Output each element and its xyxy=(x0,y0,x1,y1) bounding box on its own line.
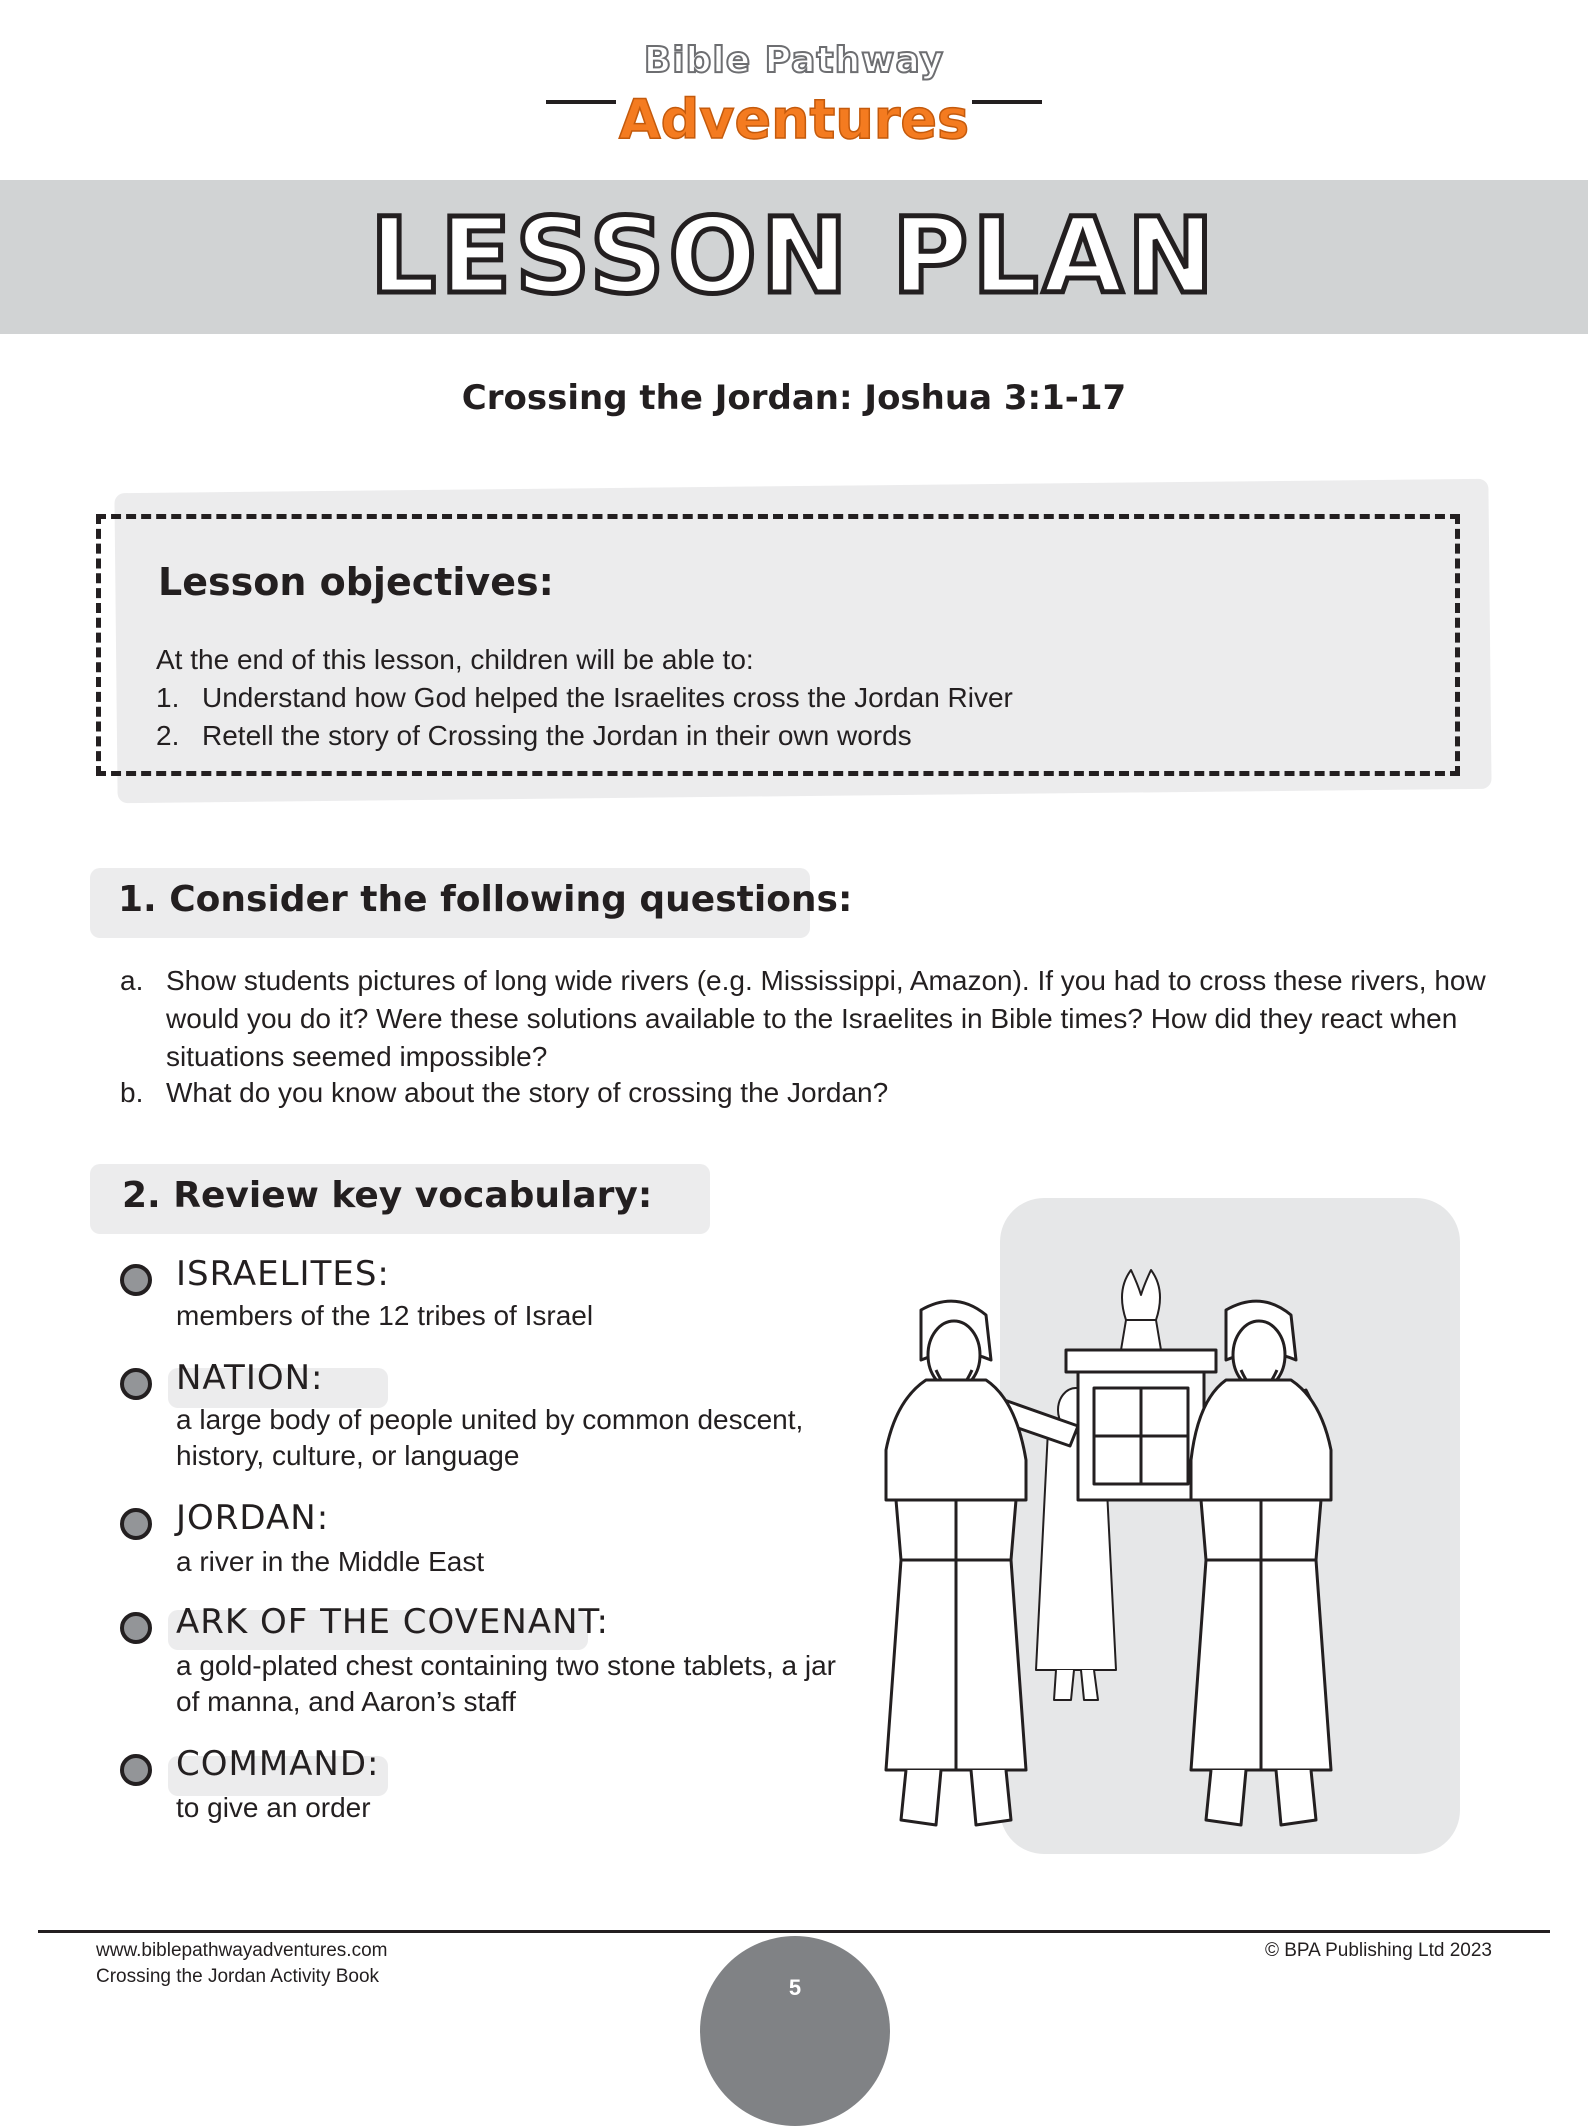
vocab-definition: a river in the Middle East xyxy=(176,1546,485,1577)
objectives-heading: Lesson objectives: xyxy=(158,560,554,604)
objectives-intro: At the end of this lesson, children will be able to: xyxy=(156,644,754,675)
logo-top-text: Bible Pathway xyxy=(643,40,945,81)
vocab-definition: to give an order xyxy=(176,1792,371,1823)
section2-heading: 2. Review key vocabulary: xyxy=(122,1175,653,1216)
footer-website: www.biblepathwayadventures.com xyxy=(96,1940,388,1961)
bullet-icon xyxy=(120,1264,152,1296)
cherubim-icon xyxy=(1121,1270,1161,1350)
vocab-term: NATION: xyxy=(176,1358,324,1398)
page-number-badge xyxy=(700,1936,890,2126)
vocab-definition: members of the 12 tribes of Israel xyxy=(176,1300,594,1331)
vocab-term: ARK OF THE COVENANT: xyxy=(176,1602,609,1642)
logo-main-text: Adventures xyxy=(618,88,970,151)
vocab-definition: a gold-plated chest containing two stone tablets, a jar of manna, and Aaron’s staff xyxy=(176,1650,836,1717)
vocab-term: JORDAN: xyxy=(176,1498,330,1538)
objective-number: 1. xyxy=(156,682,180,713)
footer-rule xyxy=(38,1930,1550,1933)
bullet-icon xyxy=(120,1368,152,1400)
objective-number: 2. xyxy=(156,720,180,751)
objective-text: Retell the story of Crossing the Jordan in their own words xyxy=(202,720,912,751)
page-number: 5 xyxy=(788,1975,802,2000)
front-figure-right xyxy=(1191,1301,1331,1825)
vocab-term: COMMAND: xyxy=(176,1744,380,1784)
vocab-term: ISRAELITES: xyxy=(176,1254,390,1294)
lesson-subtitle: Crossing the Jordan: Joshua 3:1-17 xyxy=(461,378,1127,418)
question-label: a. xyxy=(120,965,144,996)
objective-text: Understand how God helped the Israelites cross the Jordan River xyxy=(202,682,1013,713)
front-figure-left xyxy=(886,1301,1026,1825)
section1-heading: 1. Consider the following questions: xyxy=(118,879,853,920)
footer-copyright: © BPA Publishing Ltd 2023 xyxy=(1264,1940,1492,1961)
bullet-icon xyxy=(120,1612,152,1644)
page-title: LESSON PLAN xyxy=(369,195,1219,317)
footer-book-title: Crossing the Jordan Activity Book xyxy=(96,1966,380,1987)
question-label: b. xyxy=(120,1077,144,1108)
vocab-definition: a large body of people united by common descent, history, culture, or language xyxy=(176,1404,804,1471)
question-text: What do you know about the story of crossing the Jordan? xyxy=(166,1077,889,1108)
ark-carriers-illustration xyxy=(826,1250,1386,1850)
question-text: Show students pictures of long wide rivers (e.g. Mississippi, Amazon). If you had to cross these rivers, how would you do it? Were these solutions available to the Israelites in Bible times? How did they react when situations seemed impossible? xyxy=(166,965,1486,1072)
bullet-icon xyxy=(120,1754,152,1786)
bullet-icon xyxy=(120,1508,152,1540)
